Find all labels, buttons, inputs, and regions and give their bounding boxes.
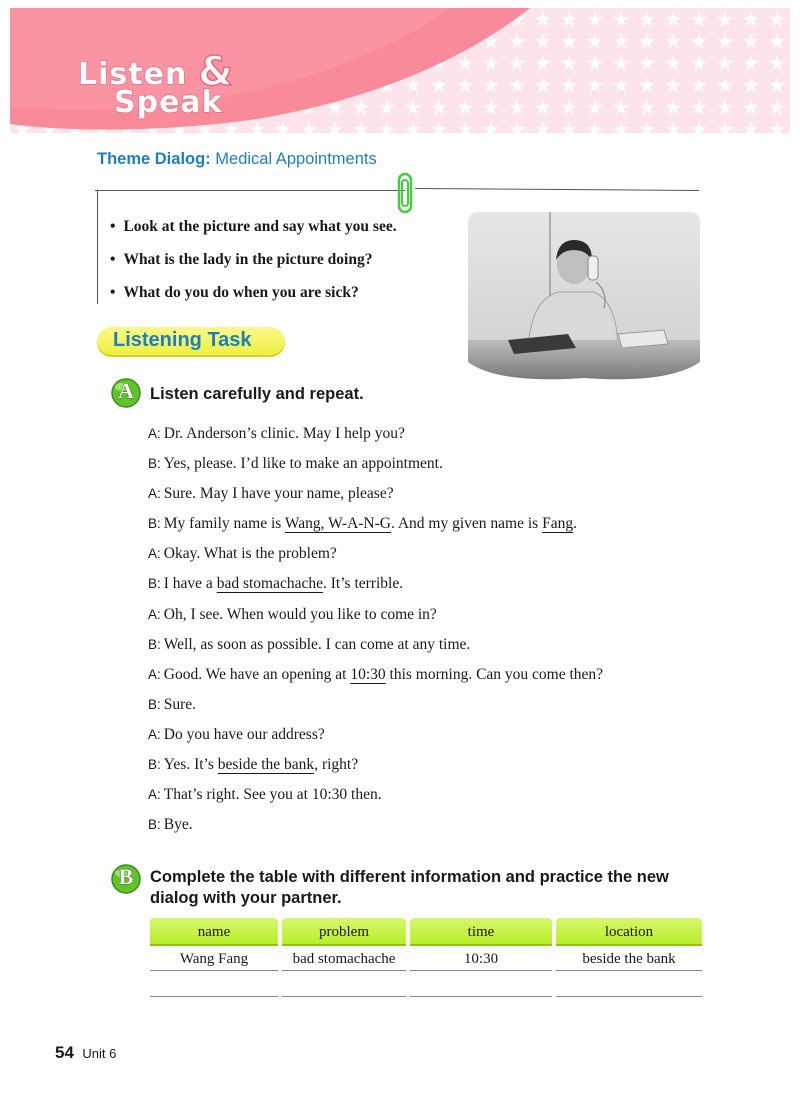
table-row-divider — [556, 996, 702, 997]
speaker-label: A: — [148, 486, 161, 502]
dialog-text: Good. We have an opening at — [163, 665, 351, 683]
dialog-text: Sure. May I have your name, please? — [163, 485, 394, 503]
speaker-label: B: — [148, 757, 161, 773]
dialog-text: I have a — [163, 575, 217, 593]
underlined-key-info: 10:30 — [350, 665, 386, 683]
dialog-text: Well, as soon as possible. I can come at any time. — [163, 635, 471, 653]
listening-task-label — [97, 327, 285, 357]
dialog-line — [148, 812, 708, 842]
dialog-line — [148, 541, 708, 571]
table-header-problem: problem — [282, 918, 406, 946]
section-a-instruction: Listen carefully and repeat. — [150, 385, 364, 403]
table-row-divider — [150, 970, 278, 971]
section-b-instruction — [150, 867, 669, 909]
dialog-text: Sure. — [163, 695, 197, 713]
section-b-instruction-line2: dialog with your partner. — [150, 889, 342, 907]
dialog-text: Yes. It’s — [163, 756, 218, 774]
dialog-text: That’s right. See you at 10:30 then. — [163, 786, 382, 804]
dialog-text: Yes, please. I’d like to make an appointment. — [163, 455, 443, 473]
dialog-line — [148, 511, 708, 541]
section-b-instruction-line1: Complete the table with different information and practice the new — [150, 868, 669, 886]
section-b-badge — [110, 863, 142, 895]
banner-title-ampersand: & — [198, 49, 233, 95]
speaker-label: B: — [148, 456, 161, 472]
table-header-row — [150, 918, 702, 946]
theme-dialog-title — [97, 150, 377, 169]
underlined-key-info: beside the bank — [217, 756, 315, 774]
dialog-text: . It’s terrible. — [323, 575, 404, 593]
table-row-divider — [282, 970, 406, 971]
dialog-line — [148, 481, 708, 511]
dialog-text: , right? — [314, 756, 359, 774]
dialog-text: this morning. Can you come then? — [385, 665, 604, 683]
speaker-label: B: — [148, 817, 161, 833]
question-item: • What is the lady in the picture doing? — [110, 248, 397, 281]
dialog-line — [148, 451, 708, 481]
question-item: • Look at the picture and say what you see. — [110, 215, 397, 248]
speaker-label: B: — [148, 696, 161, 712]
dialog-text: Dr. Anderson’s clinic. May I help you? — [163, 425, 405, 442]
dialog-text: . — [573, 515, 577, 533]
table-row-divider — [150, 996, 278, 997]
section-a-letter: A — [118, 378, 134, 403]
banner-title-listen: Listen — [78, 57, 188, 92]
header-banner — [10, 8, 790, 133]
speaker-label: A: — [148, 726, 161, 742]
paperclip-icon — [397, 172, 413, 214]
table-row-divider — [410, 996, 552, 997]
table-cell-time: 10:30 — [463, 951, 499, 967]
speaker-label: A: — [148, 606, 161, 622]
speaker-label: B: — [148, 636, 161, 652]
speaker-label: A: — [148, 546, 161, 562]
dialog-line — [148, 421, 708, 451]
warmup-questions — [110, 215, 397, 314]
dialog-line — [148, 662, 708, 692]
banner-title — [78, 49, 233, 120]
dialog-text: My family name is — [163, 515, 285, 533]
dialog-line — [148, 571, 708, 601]
speaker-label: A: — [148, 426, 161, 441]
table-row-divider — [410, 970, 552, 971]
theme-topic: Medical Appointments — [215, 150, 377, 168]
page-number: 54 — [55, 1043, 74, 1062]
section-b-letter: B — [118, 864, 134, 889]
theme-label: Theme Dialog: — [97, 150, 211, 168]
dialog-transcript — [148, 421, 708, 842]
underlined-key-info: bad stomachache — [216, 575, 324, 593]
woman-on-phone-photo — [468, 212, 700, 384]
practice-table — [150, 918, 702, 967]
dialog-text: . And my given name is — [390, 515, 543, 533]
dialog-line — [148, 602, 708, 632]
speaker-label: B: — [148, 576, 161, 592]
dialog-text: Do you have our address? — [163, 725, 325, 743]
table-row-divider — [556, 970, 702, 971]
listening-task-text: Listening Task — [113, 329, 252, 351]
unit-label: Unit 6 — [82, 1046, 117, 1061]
speaker-label: A: — [148, 666, 161, 682]
speaker-label: B: — [148, 516, 161, 532]
divider-line-right — [415, 188, 699, 191]
underlined-key-info: Wang, W-A-N-G — [284, 515, 391, 533]
divider-line-vertical — [97, 190, 98, 304]
banner-title-speak: Speak — [114, 85, 223, 120]
dialog-line — [148, 632, 708, 662]
dialog-line — [148, 692, 708, 722]
table-cell-problem: bad stomachache — [292, 951, 396, 967]
dialog-line — [148, 782, 708, 812]
dialog-text: Bye. — [163, 816, 193, 834]
underlined-key-info: Fang — [542, 515, 574, 533]
divider-line-left — [95, 190, 405, 191]
table-header-location: location — [556, 918, 702, 946]
dialog-text: Okay. What is the problem? — [163, 545, 337, 563]
dialog-line — [148, 722, 708, 752]
table-cell-name: Wang Fang — [179, 951, 249, 967]
table-cell-location: beside the bank — [582, 951, 676, 967]
section-a-badge — [110, 377, 142, 409]
question-item: • What do you do when you are sick? — [110, 281, 397, 314]
table-header-name: name — [150, 918, 278, 946]
dialog-text: Oh, I see. When would you like to come in? — [163, 605, 437, 623]
table-header-time: time — [410, 918, 552, 946]
page-footer — [55, 1043, 116, 1063]
dialog-line — [148, 752, 708, 782]
speaker-label: A: — [148, 787, 161, 803]
table-row-divider — [282, 996, 406, 997]
